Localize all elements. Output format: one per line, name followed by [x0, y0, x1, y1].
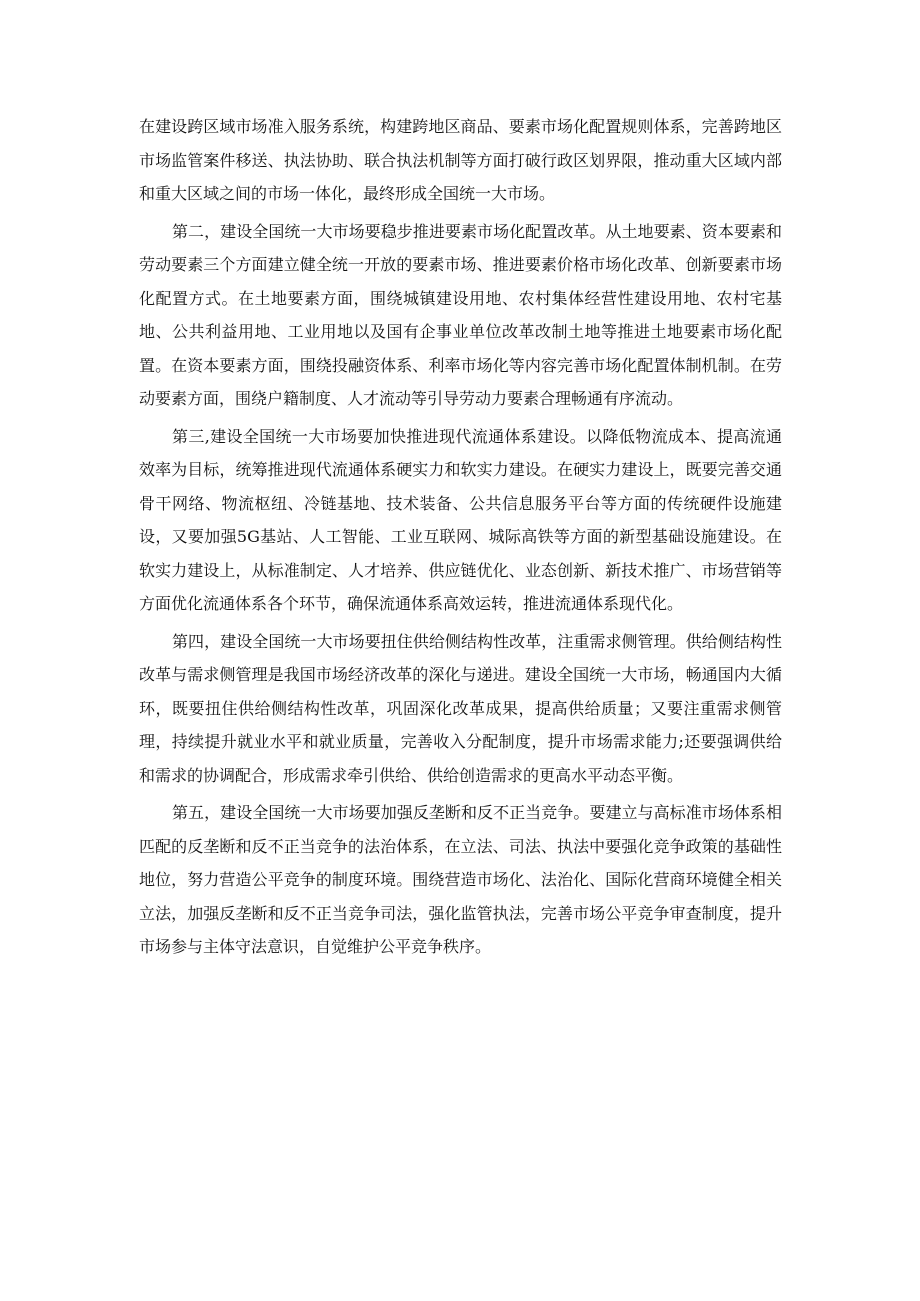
paragraph-continuation: 在建设跨区域市场准入服务系统，构建跨地区商品、要素市场化配置规则体系，完善跨地区市场监管案件移送、执法协助、联合执法机制等方面打破行政区划界限，推动重大区域内部和重大区域之间的市场一体化，最终形成全国统一大市场。 — [139, 117, 782, 203]
paragraph-third: 第三,建设全国统一大市场要加快推进现代流通体系建设。以降低物流成本、提高流通效率为目标，统筹推进现代流通体系硬实力和软实力建设。在硬实力建设上，既要完善交通骨干网络、物流枢纽、冷链基地、技术装备、公共信息服务平台等方面的传统硬件设施建设，又要加强5G基站、人工智能、工业互联网、城际高铁等方面的新型基础设施建设。在软实力建设上，从标准制定、人才培养、供应链优化、业态创新、新技术推广、市场营销等方面优化流通体系各个环节，确保流通体系高效运转，推进流通体系现代化。 — [139, 426, 782, 613]
paragraph-fifth: 第五，建设全国统一大市场要加强反垄断和反不正当竞争。要建立与高标准市场体系相匹配的反垄断和反不正当竞争的法治体系，在立法、司法、执法中要强化竞争政策的基础性地位，努力营造公平竞争的制度环境。围绕营造市场化、法治化、国际化营商环境健全相关立法，加强反垄断和反不正当竞争司法，强化监管执法，完善市场公平竞争审查制度，提升市场参与主体守法意识，自觉维护公平竞争秩序。 — [139, 803, 782, 956]
paragraph-second: 第二，建设全国统一大市场要稳步推进要素市场化配置改革。从土地要素、资本要素和劳动要素三个方面建立健全统一开放的要素市场、推进要素价格市场化改革、创新要素市场化配置方式。在土地要素方面，围绕城镇建设用地、农村集体经营性建设用地、农村宅基地、公共利益用地、工业用地以及国有企事业单位改革改制土地等推进土地要素市场化配置。在资本要素方面，围绕投融资体系、利率市场化等内容完善市场化配置体制机制。在劳动要素方面，围绕户籍制度、人才流动等引导劳动力要素合理畅通有序流动。 — [139, 221, 782, 408]
paragraph-fourth: 第四，建设全国统一大市场要扭住供给侧结构性改革，注重需求侧管理。供给侧结构性改革与需求侧管理是我国市场经济改革的深化与递进。建设全国统一大市场，畅通国内大循环，既要扭住供给侧结构性改革，巩固深化改革成果，提高供给质量；又要注重需求侧管理，持续提升就业水平和就业质量，完善收入分配制度，提升市场需求能力;还要强调供给和需求的协调配合，形成需求牵引供给、供给创造需求的更高水平动态平衡。 — [139, 631, 782, 785]
document-page — [139, 110, 782, 968]
